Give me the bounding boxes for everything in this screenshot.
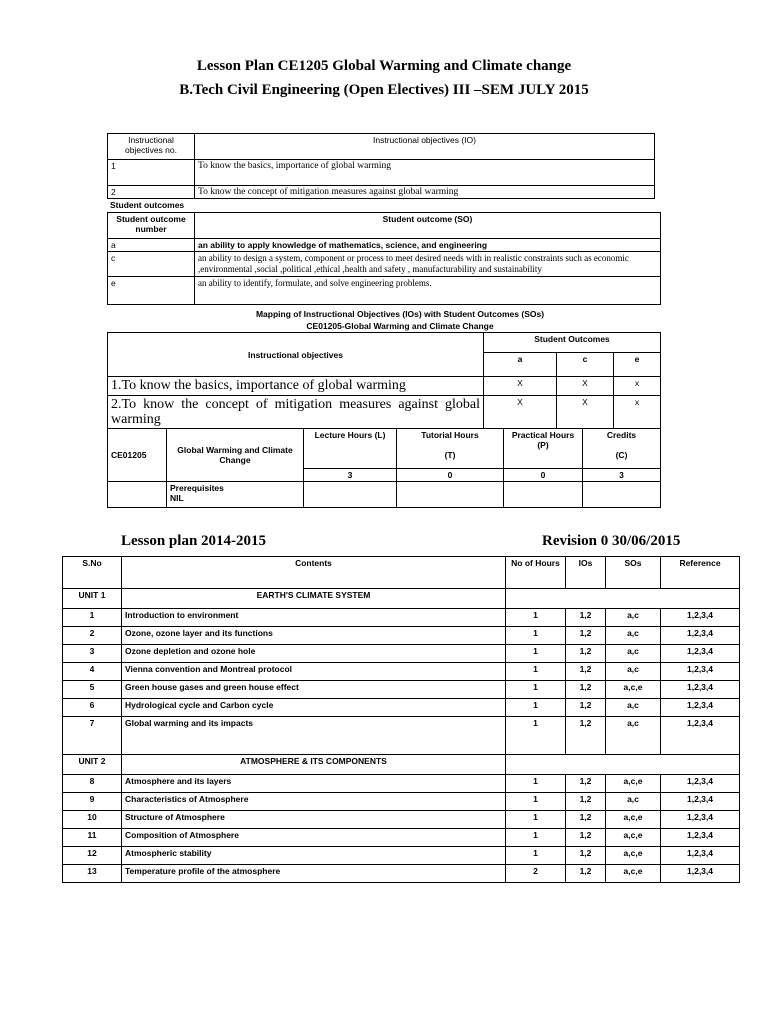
- tutorial-value: 0: [397, 469, 504, 482]
- empty-cell: [506, 755, 740, 775]
- sno-header: S.No: [63, 557, 122, 589]
- sos-cell: a,c,e: [606, 775, 661, 793]
- mapping-mark: x: [614, 377, 661, 396]
- mapping-mark: X: [484, 396, 557, 429]
- content-cell: Ozone depletion and ozone hole: [122, 645, 506, 663]
- tutorial-hours-abbrev: (T): [444, 450, 456, 460]
- lesson-plan-heading: Lesson plan 2014-2015: [121, 533, 267, 549]
- reference-cell: 1,2,3,4: [661, 627, 740, 645]
- sno-cell: 3: [63, 645, 122, 663]
- content-cell: Ozone, ozone layer and its functions: [122, 627, 506, 645]
- ios-cell: 1,2: [566, 645, 606, 663]
- unit-label: UNIT 2: [63, 755, 122, 775]
- io-table: [107, 133, 655, 199]
- so-no: c: [108, 252, 195, 277]
- so-no: a: [108, 239, 195, 252]
- mapping-mark: x: [614, 396, 661, 429]
- sos-cell: a,c,e: [606, 811, 661, 829]
- io-text: To know the concept of mitigation measures against global warming: [195, 186, 655, 199]
- table-row: [63, 663, 740, 681]
- hours-cell: 1: [506, 645, 566, 663]
- reference-cell: 1,2,3,4: [661, 699, 740, 717]
- table-row: [63, 811, 740, 829]
- content-cell: Atmosphere and its layers: [122, 775, 506, 793]
- course-name: Global Warming and Climate Change: [167, 429, 304, 482]
- hours-cell: 1: [506, 775, 566, 793]
- io-no: 1: [108, 160, 195, 186]
- credits-label: Credits: [606, 430, 637, 440]
- so-text: an ability to identify, formulate, and solve engineering problems.: [195, 277, 661, 305]
- reference-cell: 1,2,3,4: [661, 717, 740, 755]
- content-cell: Green house gases and green house effect: [122, 681, 506, 699]
- reference-header: Reference: [661, 557, 740, 589]
- content-cell: Vienna convention and Montreal protocol: [122, 663, 506, 681]
- reference-cell: 1,2,3,4: [661, 829, 740, 847]
- sno-cell: 7: [63, 717, 122, 755]
- sno-cell: 4: [63, 663, 122, 681]
- sos-cell: a,c: [606, 609, 661, 627]
- content-cell: Characteristics of Atmosphere: [122, 793, 506, 811]
- content-cell: Temperature profile of the atmosphere: [122, 865, 506, 883]
- ios-cell: 1,2: [566, 829, 606, 847]
- sno-cell: 10: [63, 811, 122, 829]
- sno-cell: 11: [63, 829, 122, 847]
- table-row: [63, 699, 740, 717]
- so-no: e: [108, 277, 195, 305]
- table-row: [63, 645, 740, 663]
- reference-cell: 1,2,3,4: [661, 793, 740, 811]
- prerequisites-label: Prerequisites: [170, 483, 224, 493]
- hours-cell: 1: [506, 847, 566, 865]
- empty-cell: [304, 482, 397, 508]
- mapping-so-col: e: [614, 353, 661, 377]
- reference-cell: 1,2,3,4: [661, 865, 740, 883]
- io-no: 2: [108, 186, 195, 199]
- sos-cell: a,c: [606, 627, 661, 645]
- empty-cell: [583, 482, 661, 508]
- content-cell: Composition of Atmosphere: [122, 829, 506, 847]
- sos-cell: a,c: [606, 663, 661, 681]
- hours-cell: 1: [506, 681, 566, 699]
- mapping-io-header: Instructional objectives: [108, 333, 484, 377]
- reference-cell: 1,2,3,4: [661, 681, 740, 699]
- practical-hours-header: Practical Hours (P): [504, 429, 583, 469]
- mapping-mark: X: [557, 396, 614, 429]
- mapping-so-header: Student Outcomes: [484, 333, 661, 353]
- io-col1-header: Instructional objectives no.: [108, 134, 195, 160]
- sos-cell: a,c: [606, 793, 661, 811]
- ios-cell: 1,2: [566, 847, 606, 865]
- content-cell: Structure of Atmosphere: [122, 811, 506, 829]
- lecture-value: 3: [304, 469, 397, 482]
- hours-cell: 1: [506, 699, 566, 717]
- mapping-io-text: 1.To know the basics, importance of global warming: [108, 377, 484, 396]
- sos-cell: a,c,e: [606, 681, 661, 699]
- table-row: [63, 865, 740, 883]
- credits-value: 3: [583, 469, 661, 482]
- table-row: [63, 609, 740, 627]
- sno-cell: 5: [63, 681, 122, 699]
- hours-cell: 2: [506, 865, 566, 883]
- hours-cell: 1: [506, 627, 566, 645]
- sno-cell: 12: [63, 847, 122, 865]
- ios-cell: 1,2: [566, 699, 606, 717]
- sno-cell: 6: [63, 699, 122, 717]
- hours-header: No of Hours: [506, 557, 566, 589]
- ios-cell: 1,2: [566, 627, 606, 645]
- sno-cell: 8: [63, 775, 122, 793]
- ios-cell: 1,2: [566, 681, 606, 699]
- empty-cell: [504, 482, 583, 508]
- prerequisites-cell: [167, 482, 304, 508]
- hours-cell: 1: [506, 811, 566, 829]
- unit-label: UNIT 1: [63, 589, 122, 609]
- table-row: [63, 793, 740, 811]
- reference-cell: 1,2,3,4: [661, 663, 740, 681]
- io-text: To know the basics, importance of global warming: [195, 160, 655, 186]
- table-row: [63, 829, 740, 847]
- course-code: CE01205: [108, 429, 167, 482]
- content-cell: Atmospheric stability: [122, 847, 506, 865]
- sos-cell: a,c,e: [606, 865, 661, 883]
- table-row: [63, 775, 740, 793]
- practical-value: 0: [504, 469, 583, 482]
- sos-cell: a,c: [606, 645, 661, 663]
- empty-cell: [108, 482, 167, 508]
- mapping-io-text: 2.To know the concept of mitigation measures against global warming: [108, 396, 484, 429]
- hours-cell: 1: [506, 609, 566, 627]
- mapping-mark: X: [484, 377, 557, 396]
- tutorial-hours-label: Tutorial Hours: [421, 430, 479, 440]
- mapping-title: Mapping of Instructional Objectives (IOs) with Student Outcomes (SOs): [255, 309, 545, 319]
- lesson-plan-table: [62, 556, 740, 883]
- content-cell: Hydrological cycle and Carbon cycle: [122, 699, 506, 717]
- unit-title: EARTH'S CLIMATE SYSTEM: [122, 589, 506, 609]
- hours-cell: 1: [506, 829, 566, 847]
- table-row: [63, 847, 740, 865]
- mapping-subtitle: CE01205-Global Warming and Climate Change: [306, 321, 494, 331]
- table-row: [63, 717, 740, 755]
- course-table: [107, 428, 661, 508]
- sos-cell: a,c: [606, 717, 661, 755]
- so-col2-header: Student outcome (SO): [195, 213, 661, 239]
- mapping-table: [107, 332, 661, 429]
- so-section-label: Student outcomes: [110, 200, 185, 210]
- hours-cell: 1: [506, 717, 566, 755]
- reference-cell: 1,2,3,4: [661, 645, 740, 663]
- ios-cell: 1,2: [566, 717, 606, 755]
- mapping-mark: X: [557, 377, 614, 396]
- reference-cell: 1,2,3,4: [661, 775, 740, 793]
- sno-cell: 2: [63, 627, 122, 645]
- unit-title: ATMOSPHERE & ITS COMPONENTS: [122, 755, 506, 775]
- hours-cell: 1: [506, 663, 566, 681]
- reference-cell: 1,2,3,4: [661, 811, 740, 829]
- mapping-so-col: a: [484, 353, 557, 377]
- content-cell: Introduction to environment: [122, 609, 506, 627]
- ios-cell: 1,2: [566, 609, 606, 627]
- reference-cell: 1,2,3,4: [661, 847, 740, 865]
- empty-cell: [397, 482, 504, 508]
- table-row: [63, 681, 740, 699]
- so-table: [107, 212, 661, 305]
- ios-header: IOs: [566, 557, 606, 589]
- lecture-hours-header: Lecture Hours (L): [304, 429, 397, 469]
- sos-cell: a,c,e: [606, 847, 661, 865]
- content-cell: Global warming and its impacts: [122, 717, 506, 755]
- sos-cell: a,c: [606, 699, 661, 717]
- sno-cell: 13: [63, 865, 122, 883]
- ios-cell: 1,2: [566, 775, 606, 793]
- empty-cell: [506, 589, 740, 609]
- prerequisites-value: NIL: [170, 493, 184, 503]
- hours-cell: 1: [506, 793, 566, 811]
- contents-header: Contents: [122, 557, 506, 589]
- sos-cell: a,c,e: [606, 829, 661, 847]
- sno-cell: 1: [63, 609, 122, 627]
- ios-cell: 1,2: [566, 865, 606, 883]
- credits-abbrev: (C): [615, 450, 628, 460]
- sno-cell: 9: [63, 793, 122, 811]
- revision-label: Revision 0 30/06/2015: [542, 533, 681, 549]
- tutorial-hours-header: [397, 429, 504, 469]
- reference-cell: 1,2,3,4: [661, 609, 740, 627]
- page-title: Lesson Plan CE1205 Global Warming and Climate change: [196, 58, 572, 74]
- ios-cell: 1,2: [566, 793, 606, 811]
- ios-cell: 1,2: [566, 811, 606, 829]
- mapping-so-col: c: [557, 353, 614, 377]
- io-col2-header: Instructional objectives (IO): [195, 134, 655, 160]
- so-text: an ability to apply knowledge of mathematics, science, and engineering: [195, 239, 661, 252]
- sos-header: SOs: [606, 557, 661, 589]
- so-text: an ability to design a system, component or process to meet desired needs with in realistic constraints such as economic ,environmental ,social ,political ,ethical ,health and safety , manufacturability and sustainability: [195, 252, 661, 277]
- ios-cell: 1,2: [566, 663, 606, 681]
- page-subtitle: B.Tech Civil Engineering (Open Electives) III –SEM JULY 2015: [179, 82, 589, 98]
- so-col1-header: Student outcome number: [108, 213, 195, 239]
- credits-header: [583, 429, 661, 469]
- table-row: [63, 627, 740, 645]
